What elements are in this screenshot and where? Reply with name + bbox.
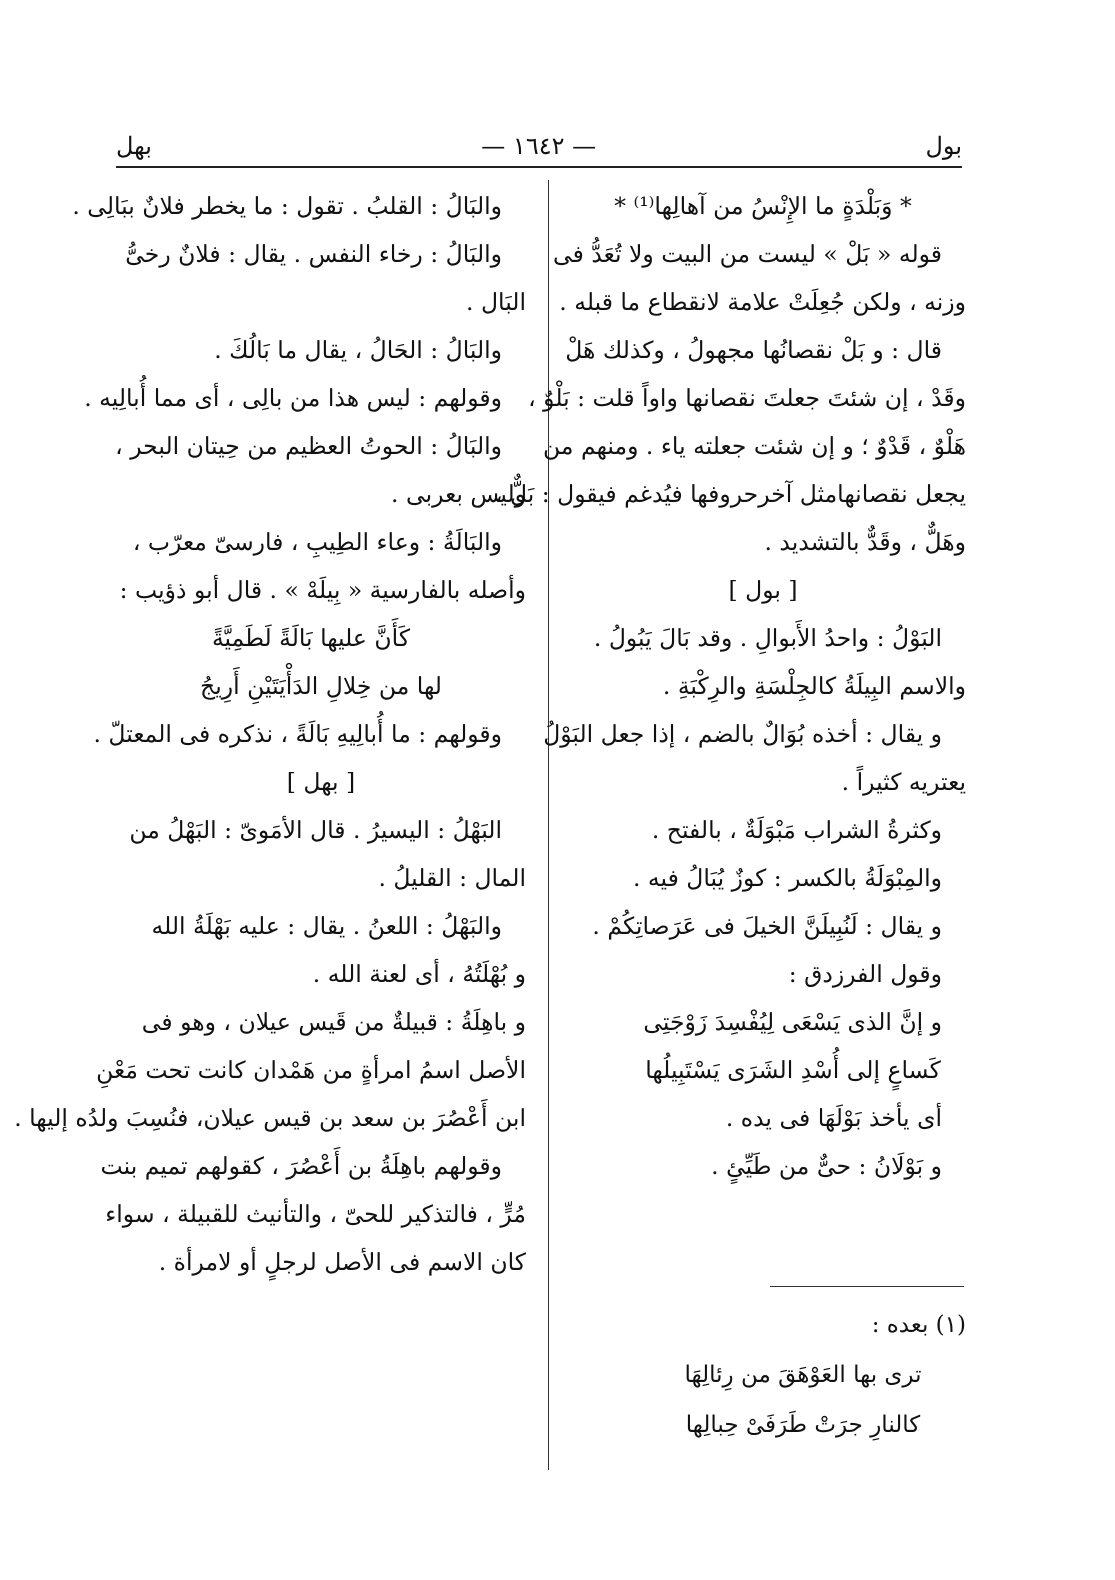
- text-line: وقَدْ ، إن شئتَ جعلتَ نقصانها واواً قلت : بَلْوٌ ،: [528, 384, 966, 412]
- text-line: و بُهْلَتُهُ ، أى لعنة الله .: [312, 960, 526, 988]
- text-line: والبَالُ : الحوتُ العظيم من حِيتان البحر ،: [115, 432, 502, 460]
- text-line: والبَالُ : رخاء النفس . يقال : فلانٌ رخىُّ: [125, 240, 502, 268]
- right-column: [494, 182, 966, 1190]
- text-line: وزنه ، ولكن جُعِلَتْ علامة لانقطاع ما قبله .: [559, 288, 966, 316]
- text-line: قوله « بَلْ » ليست من البيت ولا تُعَدُّ فى: [553, 240, 942, 268]
- footnote-rule: [770, 1286, 964, 1287]
- text-line: وقول الفرزدق :: [788, 960, 942, 988]
- text-line: هَلْوٌ ، قَدْوٌ ؛ و إن شئت جعلته ياء . ومنهم من: [543, 432, 966, 460]
- text-line: قال : و بَلْ نقصانُها مجهولُ ، وكذلك هَلْ: [565, 336, 942, 364]
- text-line: كان الاسم فى الأصل لرجلٍ أو لامرأة .: [158, 1248, 526, 1276]
- text-line: وقولهم : ما أُبالِيهِ بَالَةً ، نذكره فى المعتلّ .: [93, 720, 502, 748]
- entry-heading-bhl: [ بهل ]: [286, 768, 356, 796]
- verse-line: * وَبَلْدَةٍ ما الإِنْسُ من آهالِها⁽¹⁾ *: [614, 192, 912, 220]
- footnote: [560, 1300, 966, 1450]
- footnote-label: (١) بعده :: [871, 1312, 966, 1338]
- text-line: وهَلٌّ ، وقَدٌّ بالتشديد .: [764, 528, 966, 556]
- text-line: والاسم البِيلَةُ كالجِلْسَةِ والرِكْبَةِ .: [662, 672, 966, 700]
- entry-heading-bwl: [ بول ]: [728, 576, 798, 604]
- text-line: وأصله بالفارسية « بِيلَهْ » . قال أبو ذؤيب :: [119, 576, 526, 604]
- text-line: وكثرةُ الشراب مَبْوَلَةٌ ، بالفتح .: [651, 816, 942, 844]
- verse-line: و إنَّ الذى يَسْعَى لِيُفْسِدَ زَوْجَتِى: [643, 1008, 942, 1036]
- text-line: و يقال : أخذه بُوَالٌ بالضم ، إذا جعل البَوْلُ: [543, 720, 942, 748]
- text-line: والمِبْوَلَةُ بالكسر : كوزٌ يُبَالُ فيه .: [632, 864, 942, 892]
- text-line: البَهْلُ : اليسيرُ . قال الأمَوىّ : البَهْلُ من: [129, 816, 502, 844]
- text-line: مُرٍّ ، فالتذكير للحىّ ، والتأنيث للقبيلة ، سواء: [105, 1200, 526, 1228]
- footnote-verse: ترى بها العَوْهَقَ من رِئالِهَا: [684, 1362, 922, 1388]
- text-line: و بَوْلَانُ : حىٌّ من طَيِّئٍ .: [711, 1152, 942, 1180]
- text-line: يعتريه كثيراً .: [841, 768, 966, 796]
- page-header: [116, 128, 962, 164]
- header-right-word: بول: [925, 132, 962, 160]
- page-number: — ١٦٤٢ —: [481, 132, 597, 160]
- footnote-verse: كالنارِ جرَتْ طَرَفَىْ حِبالِها: [685, 1412, 921, 1438]
- text-line: الأصل اسمُ امرأةٍ من هَمْدان كانت تحت مَعْنِ: [96, 1056, 526, 1084]
- text-line: وليس بعربى .: [391, 480, 526, 508]
- text-line: و باهِلَةُ : قبيلةٌ من قَيس عيلان ، وهو فى: [141, 1008, 526, 1036]
- verse-line: كَأَنَّ عليها بَالَةً لَطَمِيَّةً: [211, 624, 411, 652]
- header-left-word: بهل: [116, 132, 152, 160]
- header-rule: [116, 166, 962, 168]
- text-line: البَوْلُ : واحدُ الأَبوالِ . وقد بَالَ يَبُولُ .: [593, 624, 942, 652]
- text-line: والبَالُ : القلبُ . تقول : ما يخطر فلانٌ ببَالِى .: [72, 192, 502, 220]
- text-line: المال : القليلُ .: [378, 864, 526, 892]
- text-line: البَال .: [466, 288, 526, 316]
- text-line: يجعل نقصانهامثل آخرحروفها فيُدغم فيقول : بَلٌّ ،: [494, 480, 966, 508]
- text-line: وقولهم باهِلَةُ بن أَعْصُرَ ، كقولهم تميم بنت: [100, 1152, 502, 1180]
- verse-line: لها من خِلالِ الدَأْيَتَيْنِ أَرِيجُ: [200, 672, 442, 700]
- text-line: و يقال : لَنُبِيلَنَّ الخيلَ فى عَرَصاتِكُمْ .: [592, 912, 942, 940]
- text-line: والبَهْلُ : اللعنُ . يقال : عليه بَهْلَةُ الله: [151, 912, 502, 940]
- text-line: والبَالَةُ : وعاء الطِيبِ ، فارسىّ معرّب ،: [132, 528, 502, 556]
- text-line: والبَالُ : الحَالُ ، يقال ما بَالُكَ .: [214, 336, 502, 364]
- left-column: [14, 182, 526, 1286]
- text-line: وقولهم : ليس هذا من بالِى ، أى مما أُبالِيه .: [84, 384, 502, 412]
- text-line: ابن أَعْصُرَ بن سعد بن قيس عيلان، فنُسِبَ ولدُه إليها .: [14, 1104, 526, 1132]
- verse-line: كَساعٍ إلى أُسْدِ الشَرَى يَسْتَبِيلُها: [645, 1056, 941, 1084]
- text-line: أى يأخذ بَوْلَهَا فى يده .: [725, 1104, 942, 1132]
